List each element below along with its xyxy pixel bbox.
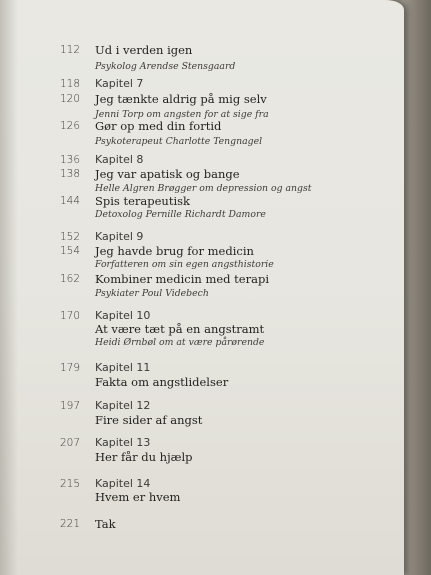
toc-entry-subtitle: Helle Algren Brøgger om depression og angst (95, 183, 312, 194)
toc-entry-title: Jeg var apatisk og bange (95, 167, 240, 181)
toc-entry-subtitle: Heidi Ørnbøl om at være pårørende (95, 337, 265, 348)
toc-page-number: 118 (59, 78, 80, 90)
toc-page-number: 215 (59, 478, 80, 490)
toc-page-number: 136 (59, 154, 80, 166)
toc-page-number: 126 (59, 120, 80, 132)
toc-page-number: 207 (59, 437, 80, 449)
toc-page-number: 144 (59, 195, 80, 207)
toc-entry-title: Her får du hjælp (95, 450, 193, 464)
toc-entry-title: Gør op med din fortid (95, 119, 222, 133)
toc-entry-subtitle: Jenni Torp om angsten for at sige fra (95, 109, 269, 120)
toc-page-number: 179 (59, 362, 80, 374)
toc-chapter-label: Kapitel 11 (95, 361, 151, 374)
toc-chapter-label: Kapitel 14 (95, 477, 151, 490)
toc-chapter-label: Kapitel 9 (95, 230, 144, 243)
toc-chapter-label: Kapitel 13 (95, 436, 151, 449)
toc-entry-subtitle: Psykolog Arendse Stensgaard (95, 61, 236, 72)
toc-entry-subtitle: Psykoterapeut Charlotte Tengnagel (95, 136, 263, 147)
toc-entry-title: At være tæt på en angstramt (95, 322, 265, 336)
toc-entry-title: Kombiner medicin med terapi (95, 272, 269, 286)
toc-page-number: 197 (59, 400, 80, 412)
toc-entry-title: Fire sider af angst (95, 413, 203, 427)
toc-page-number: 138 (59, 168, 80, 180)
toc-page-number: 221 (59, 518, 80, 530)
toc-entry-title: Hvem er hvem (95, 490, 181, 504)
toc-page-number: 154 (59, 245, 80, 257)
toc-entry-title: Jeg havde brug for medicin (95, 244, 254, 258)
toc-entry-title: Jeg tænkte aldrig på mig selv (95, 92, 267, 106)
toc-entry-subtitle: Psykiater Poul Videbech (95, 288, 209, 299)
toc-page-number: 120 (59, 93, 80, 105)
toc-chapter-label: Kapitel 12 (95, 399, 151, 412)
toc-page-number: 162 (59, 273, 80, 285)
toc-entry-title: Ud i verden igen (95, 43, 193, 57)
toc-entry-subtitle: Detoxolog Pernille Richardt Damore (95, 209, 266, 220)
toc-page-number: 112 (59, 44, 80, 56)
toc-entry-title: Tak (95, 517, 116, 531)
toc-page-number: 170 (59, 310, 80, 322)
toc-entry-title: Fakta om angstlidelser (95, 375, 229, 389)
toc-page-number: 152 (59, 231, 80, 243)
toc-entry-title: Spis terapeutisk (95, 194, 190, 208)
toc-chapter-label: Kapitel 7 (95, 77, 144, 90)
toc-chapter-label: Kapitel 10 (95, 309, 151, 322)
toc-chapter-label: Kapitel 8 (95, 153, 144, 166)
toc-entry-subtitle: Forfatteren om sin egen angsthistorie (95, 259, 274, 270)
